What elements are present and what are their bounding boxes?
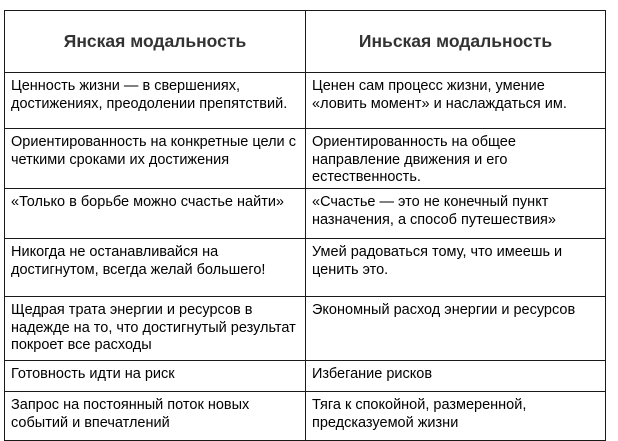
column-header-yin: Иньская модальность	[306, 11, 606, 73]
table-cell-yang: Щедрая трата энергии и ресурсов в надежде на то, что достигнутый результат покроет все расходы	[5, 297, 306, 361]
table-row	[5, 189, 606, 239]
table-cell-yang: Запрос на постоянный поток новых событий и впечатлений	[5, 392, 306, 441]
comparison-table	[4, 10, 606, 441]
table-cell-yin: Тяга к спокойной, размеренной, предсказуемой жизни	[306, 392, 606, 441]
table-row	[5, 73, 606, 129]
table-cell-yin: Избегание рисков	[306, 361, 606, 392]
table-cell-yang: Готовность идти на риск	[5, 361, 306, 392]
table-row	[5, 297, 606, 361]
table-cell-yin: Ориентированность на общее направление движения и его естественность.	[306, 129, 606, 189]
column-header-yang: Янская модальность	[5, 11, 306, 73]
table-cell-yin: Экономный расход энергии и ресурсов	[306, 297, 606, 361]
table-cell-yin: «Счастье — это не конечный пункт назначения, а способ путешествия»	[306, 189, 606, 239]
table-cell-yang: «Только в борьбе можно счастье найти»	[5, 189, 306, 239]
table-cell-yang: Ценность жизни — в свершениях, достижениях, преодолении препятствий.	[5, 73, 306, 129]
table-row	[5, 129, 606, 189]
table-cell-yin: Ценен сам процесс жизни, умение «ловить момент» и наслаждаться им.	[306, 73, 606, 129]
table-cell-yang: Никогда не останавливайся на достигнутом, всегда желай большего!	[5, 239, 306, 297]
table-cell-yang: Ориентированность на конкретные цели с четкими сроками их достижения	[5, 129, 306, 189]
table-header-row	[5, 11, 606, 73]
table-row	[5, 239, 606, 297]
table-row	[5, 392, 606, 441]
table-row	[5, 361, 606, 392]
table-cell-yin: Умей радоваться тому, что имеешь и ценить это.	[306, 239, 606, 297]
